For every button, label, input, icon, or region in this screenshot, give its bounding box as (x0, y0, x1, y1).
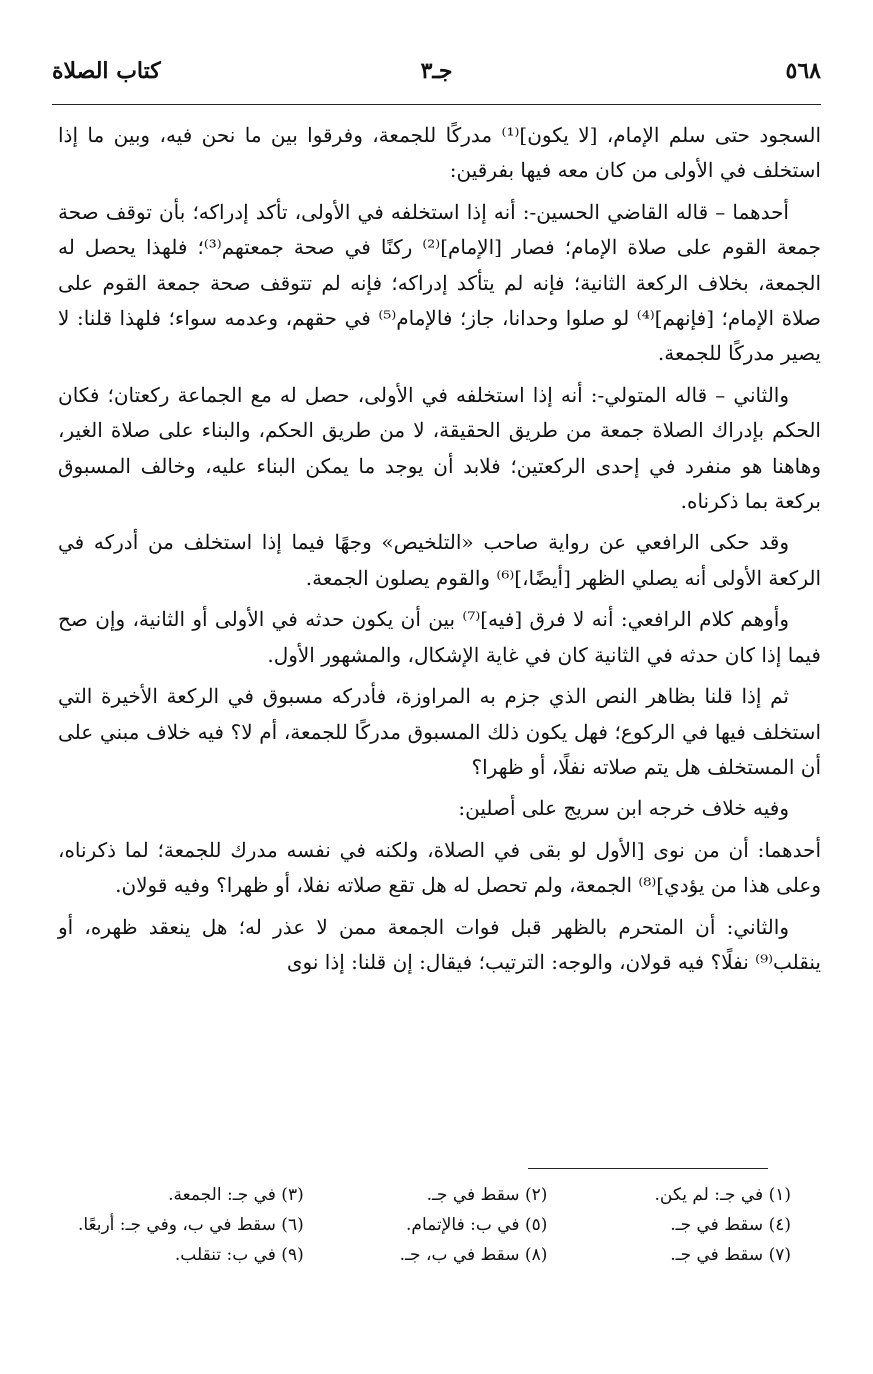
paragraph: أحدهما: أن من نوى [الأول لو بقى في الصلاة، ولكنه في نفسه مدرك للجمعة؛ لما ذكرناه، وعلى هذا من يؤدي]⁽⁸⁾ الجمعة، ولم تحصل له هل تقع صلاته نفلا، أو ظهرا؟ وفيه قولان. (58, 837, 821, 898)
footnote: (٥) في ب: فالإتمام. (406, 1215, 548, 1235)
volume-label: جـ٣ (420, 58, 453, 84)
main-text (58, 118, 821, 980)
footnote: (١) في جـ: لم يكن. (654, 1185, 791, 1205)
footnote: (٦) سقط في ب، وفي جـ: أربعًا. (77, 1215, 304, 1235)
paragraph: وفيه خلاف خرجه ابن سريج على أصلين: (458, 796, 789, 821)
footnote-row (60, 1240, 791, 1270)
footnote: (٣) في جـ: الجمعة. (168, 1185, 304, 1205)
footnote-rule (528, 1168, 768, 1169)
paragraph: والثاني – قاله المتولي-: أنه إذا استخلفه في الأولى، حصل له مع الجماعة ركعتان؛ فكان الحكم بإدراك الصلاة جمعة من طريق الحقيقة، لا من طريق الحكم، والبناء على صلاة الغير، وهاهنا هو منفرد في إحدى الركعتين؛ فلابد أن يوجد ما يمكن البناء عليه، وخالف المسبوق بركعة بما ذكرناه. (58, 382, 821, 514)
footnote-row (60, 1210, 791, 1240)
footnote: (٤) سقط في جـ. (670, 1215, 791, 1235)
paragraph: والثاني: أن المتحرم بالظهر قبل فوات الجمعة ممن لا عذر له؛ هل ينعقد ظهره، أو ينقلب⁽⁹⁾ نفلًا؟ فيه قولان، والوجه: الترتيب؛ فيقال: إن قلنا: إذا نوى (58, 914, 821, 974)
paragraph: وقد حكى الرافعي عن رواية صاحب «التلخيص» وجهًا فيما إذا استخلف من أدركه في الركعة الأولى أنه يصلي الظهر [أيضًا،]⁽⁶⁾ والقوم يصلون الجمعة. (58, 530, 821, 590)
paragraph: أحدهما – قاله القاضي الحسين-: أنه إذا استخلفه في الأولى، تأكد إدراكه؛ بأن توقف صحة جمعة القوم على صلاة الإمام؛ فصار [الإمام]⁽²⁾ ركنًا في صحة جمعتهم⁽³⁾؛ فلهذا يحصل له الجمعة، بخلاف الركعة الثانية؛ فإنه لم يتأكد إدراكه؛ فإنه لم تتوقف صحة جمعة القوم على صلاة الإمام؛ [فإنهم]⁽⁴⁾ لو صلوا وحدانا، جاز؛ فالإمام⁽⁵⁾ في حقهم، وعدمه سواء؛ فلهذا قلنا: لا يصير مدركًا للجمعة. (58, 199, 822, 366)
footnotes (60, 1180, 791, 1270)
paragraph: وأوهم كلام الرافعي: أنه لا فرق [فيه]⁽⁷⁾ بين أن يكون حدثه في الأولى أو الثانية، وإن صح فيما إذا كان حدثه في الثانية كان في غاية الإشكال، والمشهور الأول. (58, 607, 821, 667)
paragraph: ثم إذا قلنا بظاهر النص الذي جزم به المراوزة، فأدركه مسبوق في الركعة الأخيرة التي استخلف فيها في الركوع؛ فهل يكون ذلك المسبوق مدركًا للجمعة، أم لا؟ فيه خلاف مبني على أن المستخلف هل يتم صلاته نفلًا، أو ظهرا؟ (58, 684, 821, 779)
footnote: (٨) سقط في ب، جـ. (399, 1245, 548, 1265)
book-title: كتاب الصلاة (52, 58, 161, 84)
header-rule (52, 104, 821, 105)
footnote-row (60, 1180, 791, 1210)
footnote: (٢) سقط في جـ. (426, 1185, 548, 1205)
footnote: (٩) في ب: تنقلب. (174, 1245, 304, 1265)
paragraph: السجود حتى سلم الإمام، [لا يكون]⁽¹⁾ مدركًا للجمعة، وفرقوا بين ما نحن فيه، وبين ما إذا استخلف في الأولى من كان معه فيها بفرقين: (58, 123, 821, 183)
running-header (52, 58, 821, 98)
footnote: (٧) سقط في جـ. (670, 1245, 791, 1265)
page-number: ٥٦٨ (785, 58, 821, 84)
